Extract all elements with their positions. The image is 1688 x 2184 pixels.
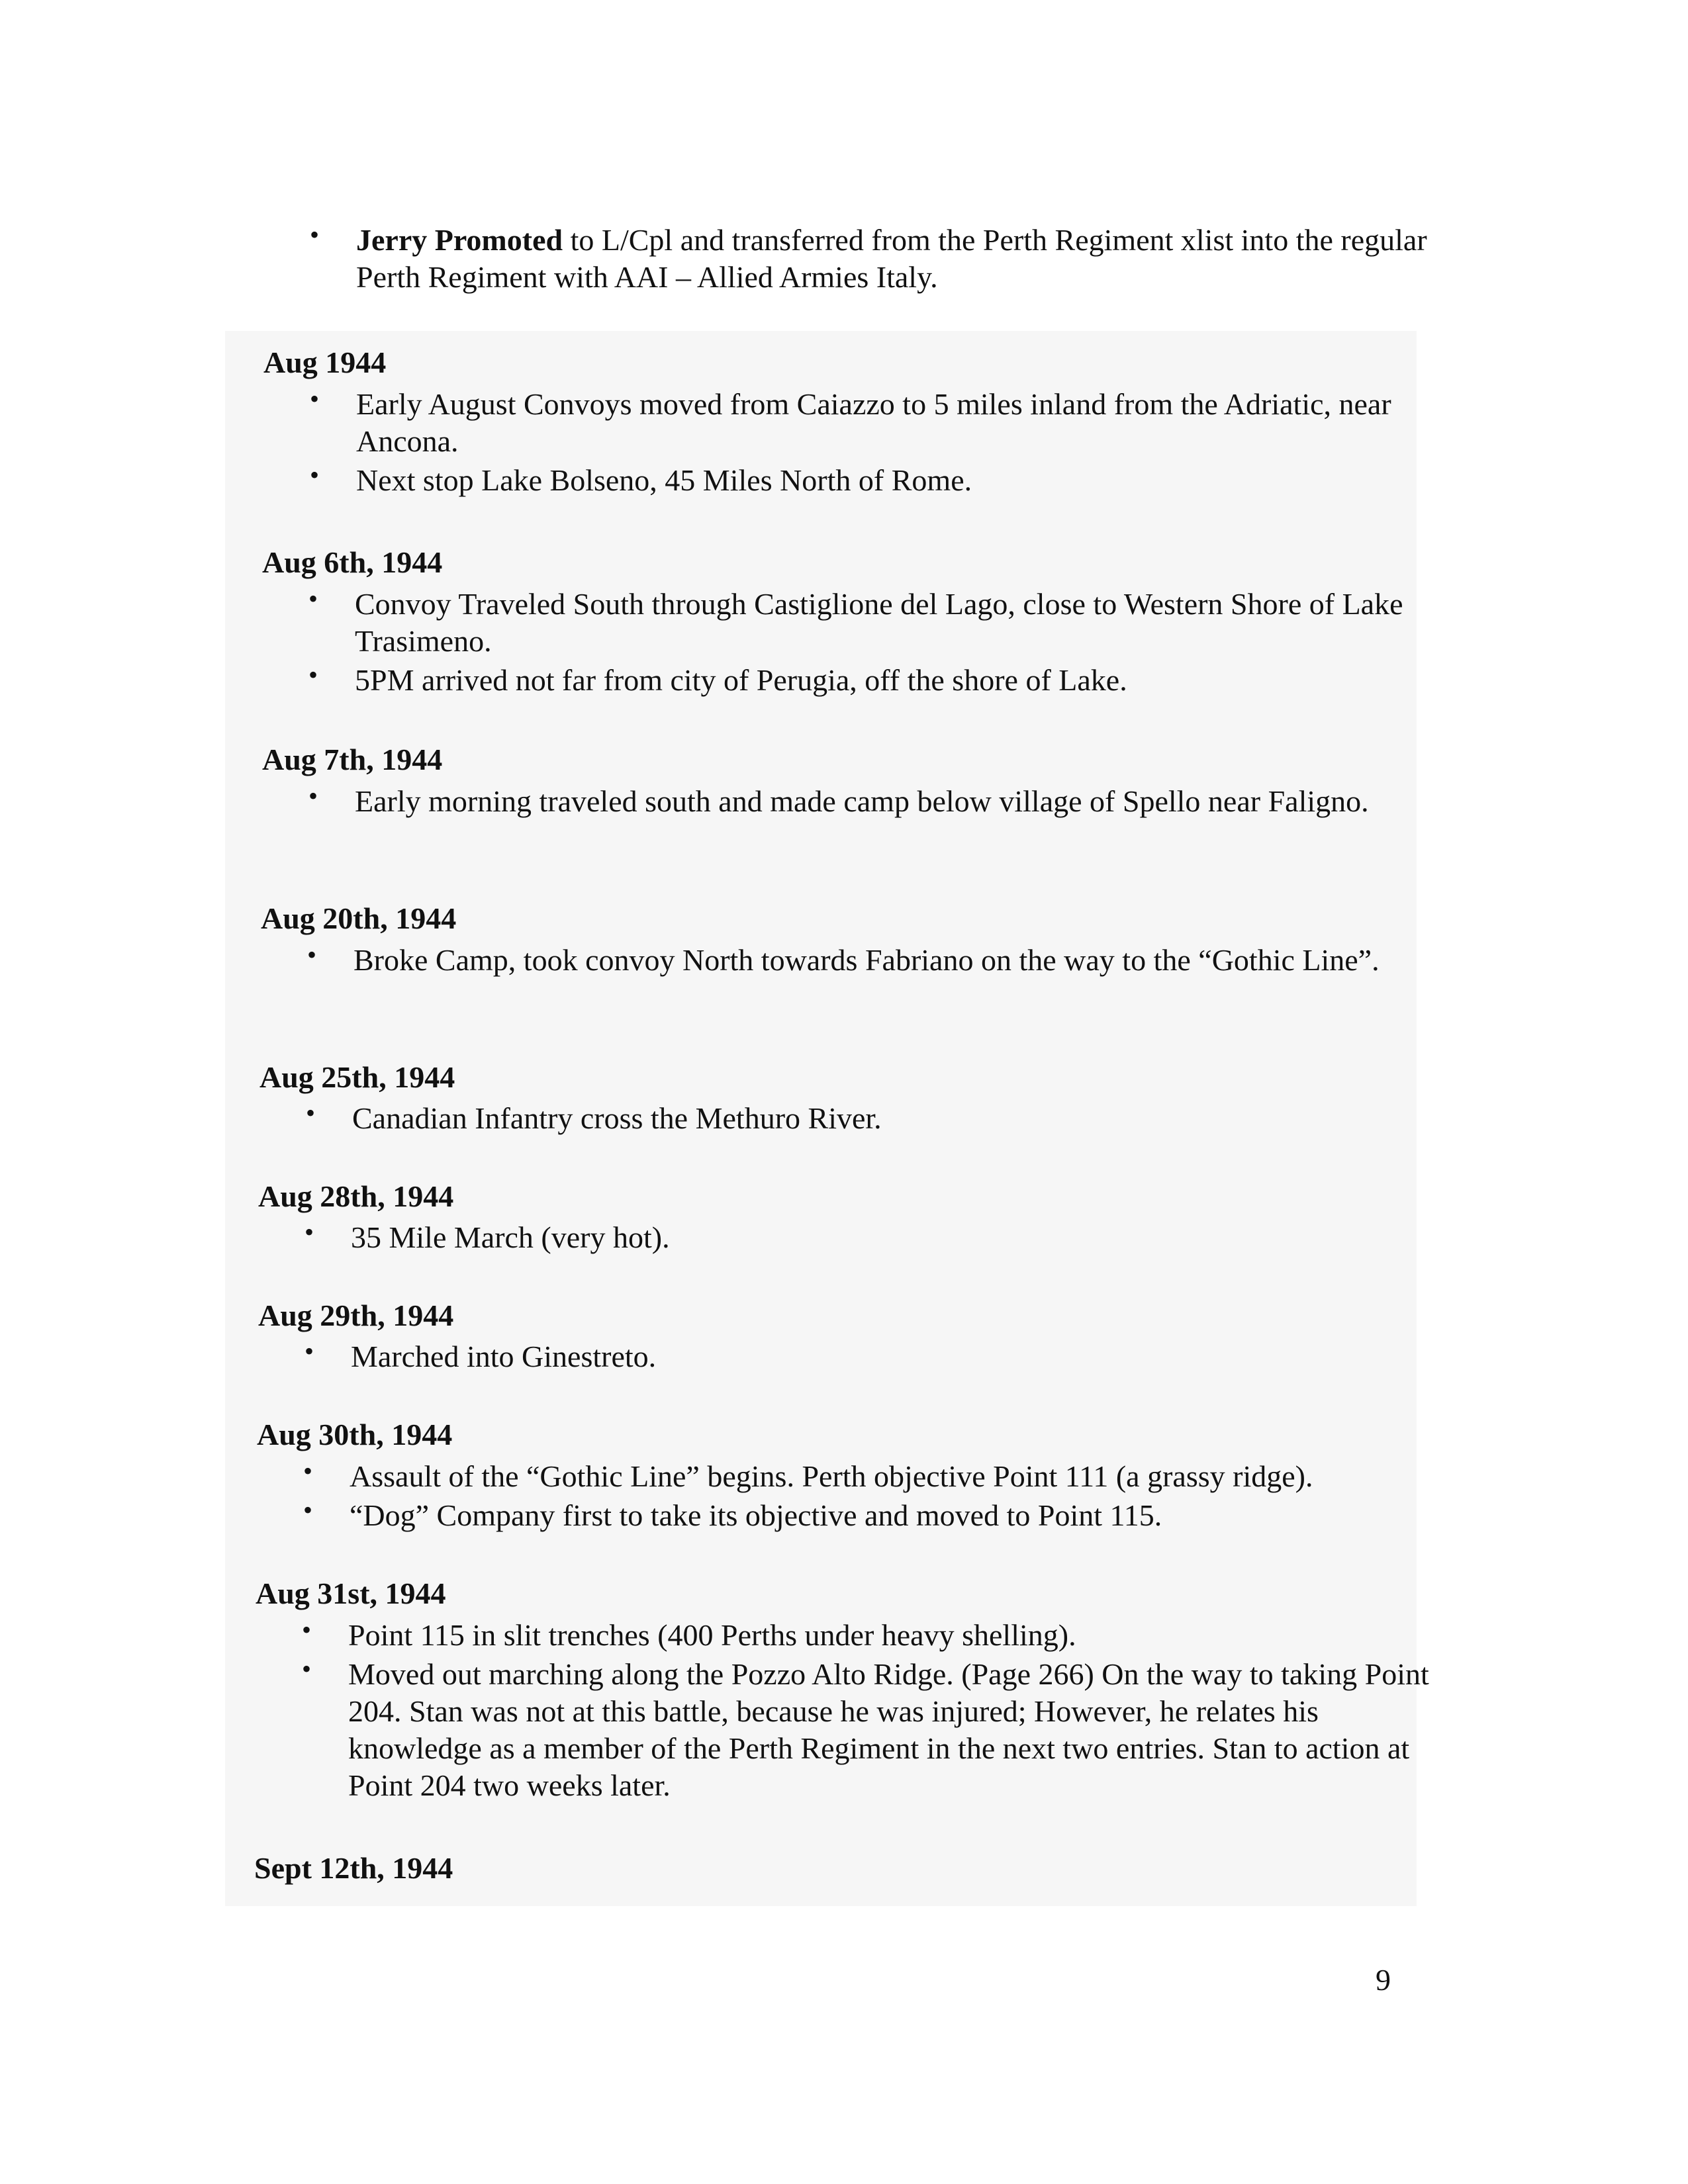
section-heading: Aug 31st, 1944 — [256, 1576, 446, 1610]
list-item-text: 35 Mile March (very hot). — [351, 1220, 670, 1254]
list-item — [303, 1497, 1429, 1534]
list-item — [307, 942, 1432, 979]
list-item-text: Marched into Ginestreto. — [351, 1340, 657, 1373]
section-heading: Aug 29th, 1944 — [258, 1298, 454, 1332]
bullet-dot: • — [307, 940, 317, 970]
list-item — [302, 1617, 1427, 1654]
list-item-text: Moved out marching along the Pozzo Alto Ridge. (Page 266) On the way to taking Point 204. Stan was not at this battle, because he was injured; However, he relates his knowledge as a member of the Perth Regiment in the next two entries. Stan to action at Point 204 two weeks later. — [348, 1657, 1429, 1802]
list-item-text: Early morning traveled south and made camp below village of Spello near Faligno. — [355, 784, 1369, 818]
bullet-dot: • — [302, 1654, 312, 1684]
list-item — [310, 386, 1435, 460]
list-item-text: Convoy Traveled South through Castiglione del Lago, close to Western Shore of Lake Trasimeno. — [355, 587, 1403, 658]
bullet-dot: • — [310, 460, 320, 490]
bullet-dot: • — [310, 220, 320, 250]
bullet-dot: • — [305, 1217, 314, 1247]
bullet-dot: • — [308, 584, 318, 614]
list-item — [302, 1656, 1440, 1804]
list-item — [308, 586, 1434, 660]
section-heading: Aug 20th, 1944 — [261, 901, 457, 935]
list-item — [305, 1219, 1430, 1256]
section-heading: Sept 12th, 1944 — [254, 1851, 453, 1885]
bullet-dot: • — [305, 1336, 314, 1366]
intro-bullet — [310, 222, 1435, 296]
bullet-dot: • — [306, 1098, 316, 1128]
bullet-dot: • — [302, 1615, 312, 1645]
section-heading: Aug 25th, 1944 — [259, 1060, 455, 1094]
bullet-dot: • — [308, 781, 318, 811]
list-item — [308, 783, 1434, 820]
section-heading: Aug 7th, 1944 — [262, 743, 443, 776]
list-item — [305, 1338, 1430, 1375]
section-heading: Aug 1944 — [263, 345, 387, 379]
list-item-text: “Dog” Company first to take its objective and moved to Point 115. — [350, 1498, 1162, 1532]
intro-rest: to L/Cpl and transferred from the Perth Regiment xlist into the regular Perth Regiment with AAI – Allied Armies Italy. — [356, 223, 1427, 294]
section-heading: Aug 30th, 1944 — [257, 1418, 453, 1451]
section-heading: Aug 6th, 1944 — [262, 545, 443, 579]
bullet-dot: • — [310, 384, 320, 414]
bullet-dot: • — [303, 1456, 313, 1486]
list-item-text: Broke Camp, took convoy North towards Fabriano on the way to the “Gothic Line”. — [353, 943, 1380, 977]
intro-text — [356, 222, 1435, 296]
intro-bold: Jerry Promoted — [356, 223, 563, 257]
list-item — [306, 1100, 1431, 1137]
list-item-text: Canadian Infantry cross the Methuro River. — [352, 1101, 882, 1135]
list-item-text: Assault of the “Gothic Line” begins. Perth objective Point 111 (a grassy ridge). — [350, 1459, 1313, 1493]
list-item-text: Next stop Lake Bolseno, 45 Miles North of Rome. — [356, 463, 972, 497]
list-item-text: Early August Convoys moved from Caiazzo to 5 miles inland from the Adriatic, near Ancona. — [356, 387, 1391, 458]
bullet-dot: • — [308, 660, 318, 690]
section-heading: Aug 28th, 1944 — [258, 1179, 454, 1213]
list-item — [303, 1458, 1429, 1495]
list-item — [310, 462, 1435, 499]
list-item — [308, 662, 1434, 699]
page-number: 9 — [1376, 1963, 1391, 1997]
list-item-text: 5PM arrived not far from city of Perugia, off the shore of Lake. — [355, 663, 1127, 697]
list-item-text: Point 115 in slit trenches (400 Perths under heavy shelling). — [348, 1618, 1076, 1652]
bullet-dot: • — [303, 1495, 313, 1525]
